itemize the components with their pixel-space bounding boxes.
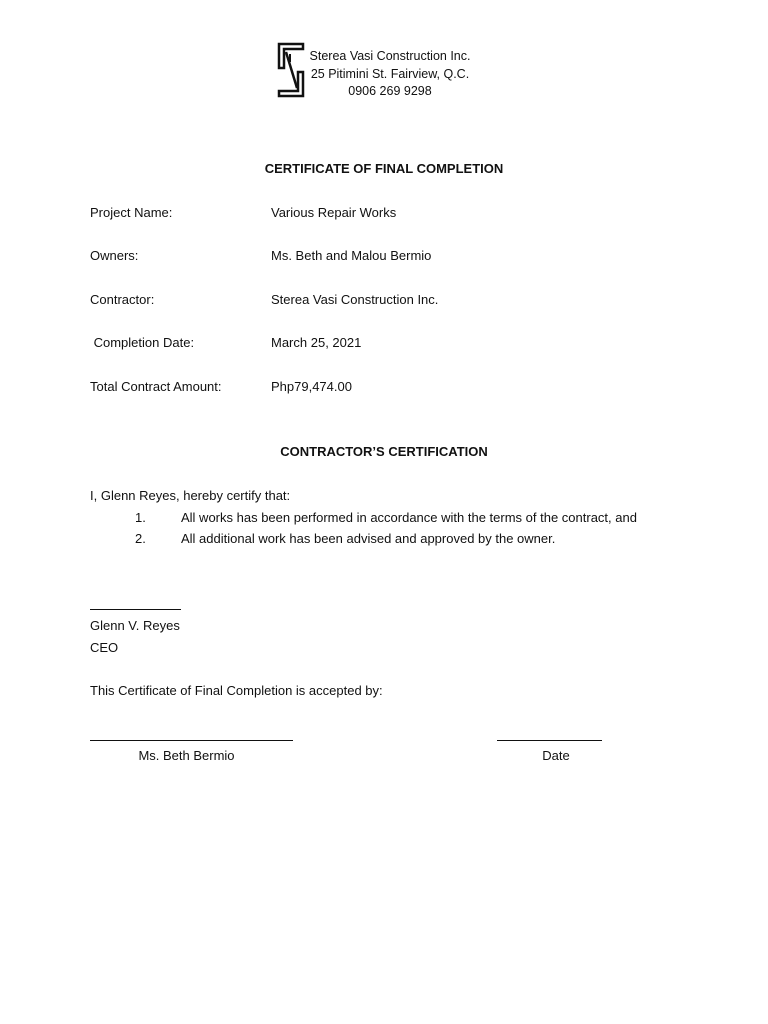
completion-date-label: Completion Date:: [90, 335, 195, 350]
company-info: [305, 48, 475, 101]
contractor-value: Sterea Vasi Construction Inc.: [271, 292, 439, 307]
completion-date-value: March 25, 2021: [271, 335, 362, 350]
acceptance-statement: This Certificate of Final Completion is accepted by:: [90, 683, 383, 698]
company-address: 25 Pitimini St. Fairview, Q.C.: [310, 66, 470, 81]
contractor-label: Contractor:: [90, 292, 155, 307]
company-phone: 0906 269 9298: [348, 84, 432, 98]
contract-amount-value: Php79,474.00: [271, 379, 352, 394]
project-name-value: Various Repair Works: [271, 205, 397, 220]
owner-signature-line: [90, 740, 293, 741]
company-name: Sterea Vasi Construction Inc.: [309, 49, 471, 63]
date-line: [497, 740, 602, 741]
certification-item-number: 1.: [135, 510, 146, 525]
owners-value: Ms. Beth and Malou Bermio: [271, 248, 432, 263]
certificate-title: CERTIFICATE OF FINAL COMPLETION: [264, 161, 504, 176]
owners-label: Owners:: [90, 248, 139, 263]
certification-heading: CONTRACTOR’S CERTIFICATION: [280, 444, 488, 459]
contract-amount-label: Total Contract Amount:: [90, 379, 222, 394]
signature-line: [90, 609, 181, 610]
signatory-position: CEO: [90, 640, 119, 655]
certification-item-text: All works has been performed in accordance with the terms of the contract, and: [181, 510, 637, 525]
project-name-label: Project Name:: [90, 205, 173, 220]
company-logo: [277, 42, 305, 98]
certification-intro: I, Glenn Reyes, hereby certify that:: [90, 488, 291, 503]
signatory-name: Glenn V. Reyes: [90, 618, 180, 633]
date-label: Date: [542, 748, 570, 763]
certification-item-text: All additional work has been advised and approved by the owner.: [181, 531, 556, 546]
certification-item-number: 2.: [135, 531, 146, 546]
owner-name: Ms. Beth Bermio: [138, 748, 235, 763]
